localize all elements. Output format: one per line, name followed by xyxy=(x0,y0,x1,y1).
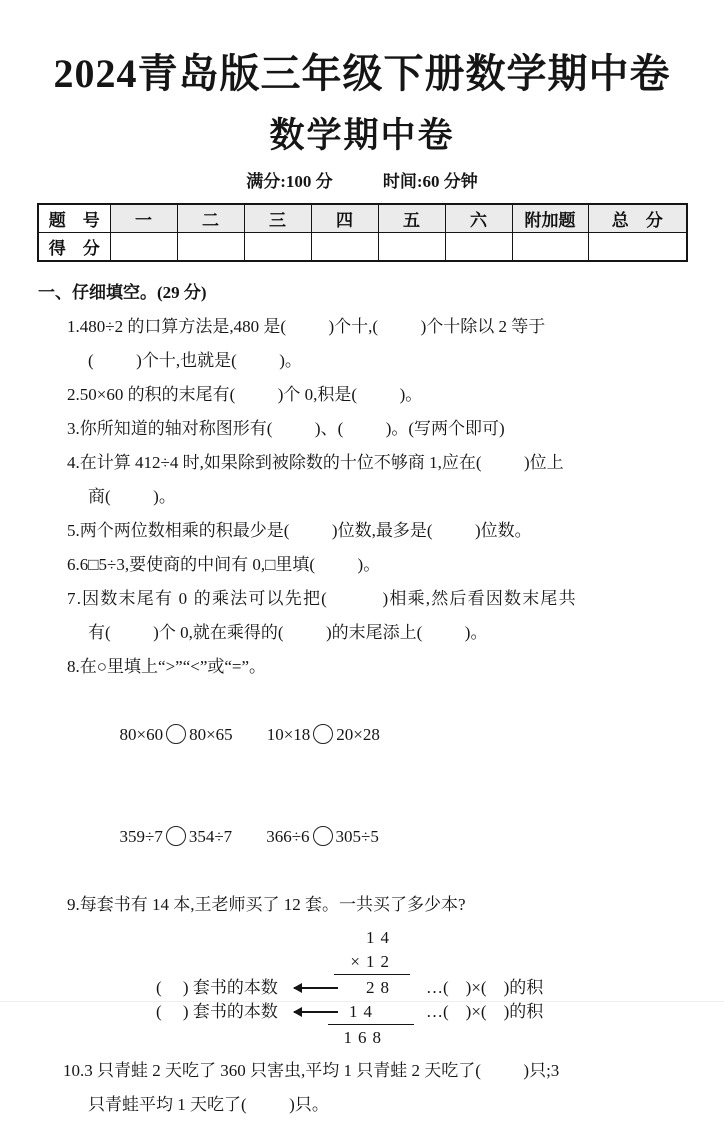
score-cell xyxy=(244,233,311,262)
header-cell-total: 总 分 xyxy=(588,204,687,233)
score-cell xyxy=(311,233,378,262)
question-8-row-2 xyxy=(38,786,693,888)
question-8-row-1 xyxy=(38,684,693,786)
header-cell-bonus: 附加题 xyxy=(512,204,588,233)
question-9: 9.每套书有 14 本,王老师买了 12 套。一共买了多少本? xyxy=(67,895,466,914)
partial-product-2: 14 xyxy=(349,1002,378,1021)
page-bottom-edge xyxy=(0,1001,724,1002)
rule-line xyxy=(334,974,410,975)
header-cell-4: 四 xyxy=(311,204,378,233)
expression: 354÷7 xyxy=(188,827,233,846)
header-cell-2: 二 xyxy=(177,204,244,233)
score-cell xyxy=(445,233,512,262)
partial-product-1-note: …( )×( )的积 xyxy=(426,978,544,997)
expression: 359÷7 xyxy=(119,827,163,846)
question-7-line-2: 有( )个 0,就在乘得的( )的末尾添上( )。 xyxy=(88,623,488,642)
expression: 80×60 xyxy=(119,725,164,744)
rule-line xyxy=(328,1024,414,1025)
full-score-label: 满分:100 分 xyxy=(246,172,333,191)
comparison-pair xyxy=(267,725,380,744)
header-cell-1: 一 xyxy=(110,204,177,233)
comparison-pair xyxy=(120,827,233,846)
duration-label: 时间:60 分钟 xyxy=(382,172,478,191)
header-cell-6: 六 xyxy=(445,204,512,233)
header-cell-3: 三 xyxy=(244,204,311,233)
question-5: 5.两个两位数相乘的积最少是( )位数,最多是( )位数。 xyxy=(67,521,532,540)
comparison-circle-icon xyxy=(166,724,186,744)
header-cell-5: 五 xyxy=(378,204,445,233)
partial-product-2-note: …( )×( )的积 xyxy=(426,1002,544,1021)
multiplicand: 14 xyxy=(366,928,395,947)
score-cell xyxy=(588,233,687,262)
expression: 305÷5 xyxy=(335,827,379,846)
expression: 10×18 xyxy=(266,725,311,744)
score-cell xyxy=(378,233,445,262)
score-cell xyxy=(110,233,177,262)
vertical-multiplication-diagram xyxy=(38,922,693,1054)
question-8-heading: 8.在○里填上“>”“<”或“=”。 xyxy=(67,657,267,676)
question-3: 3.你所知道的轴对称图形有( )、( )。(写两个即可) xyxy=(67,419,505,438)
score-row xyxy=(38,233,687,262)
question-number-label: 题 号 xyxy=(38,204,110,233)
score-table-header-row xyxy=(38,204,687,233)
partial-product-2-label: ( ) 套书的本数 xyxy=(156,1002,278,1021)
score-table xyxy=(37,203,688,262)
comparison-pair xyxy=(266,827,379,846)
score-cell xyxy=(177,233,244,262)
comparison-circle-icon xyxy=(313,724,333,744)
partial-product-1: 28 xyxy=(366,978,395,997)
page-title: 2024青岛版三年级下册数学期中卷 xyxy=(53,51,671,96)
page-subtitle: 数学期中卷 xyxy=(269,116,455,155)
question-4-line-2: 商( )。 xyxy=(88,487,176,506)
comparison-circle-icon xyxy=(313,826,333,846)
partial-product-1-label: ( ) 套书的本数 xyxy=(156,978,278,997)
question-4-line-1: 4.在计算 412÷4 时,如果除到被除数的十位不够商 1,应在( )位上 xyxy=(67,453,564,472)
question-6: 6.6□5÷3,要使商的中间有 0,□里填( )。 xyxy=(67,555,381,574)
section-fill-in-blanks xyxy=(38,276,693,1122)
question-1-line-1: 1.480÷2 的口算方法是,480 是( )个十,( )个十除以 2 等于 xyxy=(67,317,546,336)
question-10-line-1: 10.3 只青蛙 2 天吃了 360 只害虫,平均 1 只青蛙 2 天吃了( )只;3 xyxy=(63,1061,560,1080)
comparison-pair xyxy=(120,725,233,744)
score-label: 得 分 xyxy=(38,233,110,262)
multiplier: ×12 xyxy=(350,952,395,971)
expression: 366÷6 xyxy=(266,827,310,846)
question-7-line-1: 7.因数末尾有 0 的乘法可以先把( )相乘,然后看因数末尾共 xyxy=(67,589,577,608)
expression: 20×28 xyxy=(336,725,380,744)
comparison-circle-icon xyxy=(166,826,186,846)
product: 168 xyxy=(343,1028,387,1047)
question-1-line-2: ( )个十,也就是( )。 xyxy=(88,351,302,370)
expression: 80×65 xyxy=(189,725,233,744)
section-heading: 一、仔细填空。(29 分) xyxy=(38,283,207,302)
exam-info xyxy=(0,167,724,192)
question-2: 2.50×60 的积的末尾有( )个 0,积是( )。 xyxy=(67,385,423,404)
score-cell xyxy=(512,233,588,262)
question-10-line-2: 只青蛙平均 1 天吃了( )只。 xyxy=(88,1095,329,1114)
